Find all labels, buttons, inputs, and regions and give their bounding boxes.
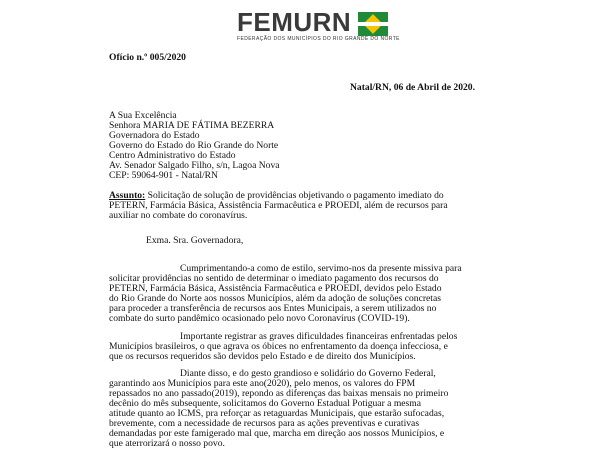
paragraph-line: que os recursos requeridos são devidos pelo Estado e de direito dos Municípios. <box>109 351 416 362</box>
paragraph-line: do Rio Grande do Norte aos nossos Municípios, além da adoção de soluções concretas <box>109 293 441 304</box>
paragraph-line: brevemente, com a necessidade de recursos para as ações preventivas e curativas <box>109 418 420 429</box>
letterhead-logo <box>237 7 497 44</box>
place-date: Natal/RN, 06 de Abril de 2020. <box>350 82 475 93</box>
paragraph-line: que aterrorizará o nosso povo. <box>109 438 225 449</box>
salutation: Exma. Sra. Governadora, <box>146 235 244 246</box>
subject-text: PETERN, Farmácia Básica, Assistência Farmacêutica e PROEDI, além de recursos para <box>109 200 448 211</box>
paragraph-line: Cumprimentando-a como de estilo, servimo-nos da presente missiva para <box>180 263 462 274</box>
paragraph-line: Importante registrar as graves dificuldades financeiras enfrentadas pelos <box>180 331 458 342</box>
recipient-line: A Sua Excelência <box>109 110 177 121</box>
paragraph-line: Municípios brasileiros, o que agrava os óbices no enfrentamento da doença infecciosa, e <box>109 341 448 352</box>
subject-text: Solicitação de solução de providências objetivando o pagamento imediato do <box>147 190 444 201</box>
recipient-line: Senhora MARIA DE FÁTIMA BEZERRA <box>109 120 275 131</box>
paragraph-line: repassados no ano passado(2019), repondo as diferenças das baixas mensais no primeiro <box>109 388 449 399</box>
recipient-line: Av. Senador Salgado Filho, s/n, Lagoa Nova <box>109 160 280 171</box>
recipient-line: Governadora do Estado <box>109 130 200 141</box>
letterhead-name: FEMURN <box>237 7 352 37</box>
paragraph-line: garantindo aos Municípios para este ano(2020), pelo menos, os valores do FPM <box>109 378 416 389</box>
letterhead-subtitle: FEDERAÇÃO DOS MUNICÍPIOS DO RIO GRANDE DO NORTE <box>237 36 400 42</box>
paragraph-line: decênio do mês subsequente, solicitamos do Governo Estadual Potiguar a mesma <box>109 398 421 409</box>
paragraph-line: combate do surto pandêmico ocasionado pelo novo Coronavírus (COVID-19). <box>109 313 410 324</box>
recipient-line: CEP: 59064-901 - Natal/RN <box>109 170 218 181</box>
recipient-line: Centro Administrativo do Estado <box>109 150 236 161</box>
office-reference: Ofício n.º 005/2020 <box>109 52 186 63</box>
subject-text: auxiliar no combate do coronavírus. <box>109 210 248 221</box>
recipient-line: Governo do Estado do Rio Grande do Norte <box>109 140 279 151</box>
rio-grande-do-norte-flag-icon <box>358 12 388 36</box>
paragraph-line: PETERN, Farmácia Básica, Assistência Farmacêutica e PROEDI, devidos pelo Estado <box>109 283 442 294</box>
paragraph-line: solicitar providências no sentido de determinar o imediato pagamento dos recursos do <box>109 273 439 284</box>
paragraph-line: para proceder a transferência de recursos aos Entes Municipais, a serem utilizados no <box>109 303 437 314</box>
paragraph-line: atitude quanto ao ICMS, pra reforçar as retaguardas Municipais, que estarão sufocadas, <box>109 408 445 419</box>
paragraph-line: demandadas por este famigerado mal que, marcha em direção aos nossos Municípios, e <box>109 428 445 439</box>
subject-label: Assunto: <box>109 190 146 201</box>
paragraph-line: Diante disso, e do gesto grandioso e solidário do Governo Federal, <box>180 368 436 379</box>
